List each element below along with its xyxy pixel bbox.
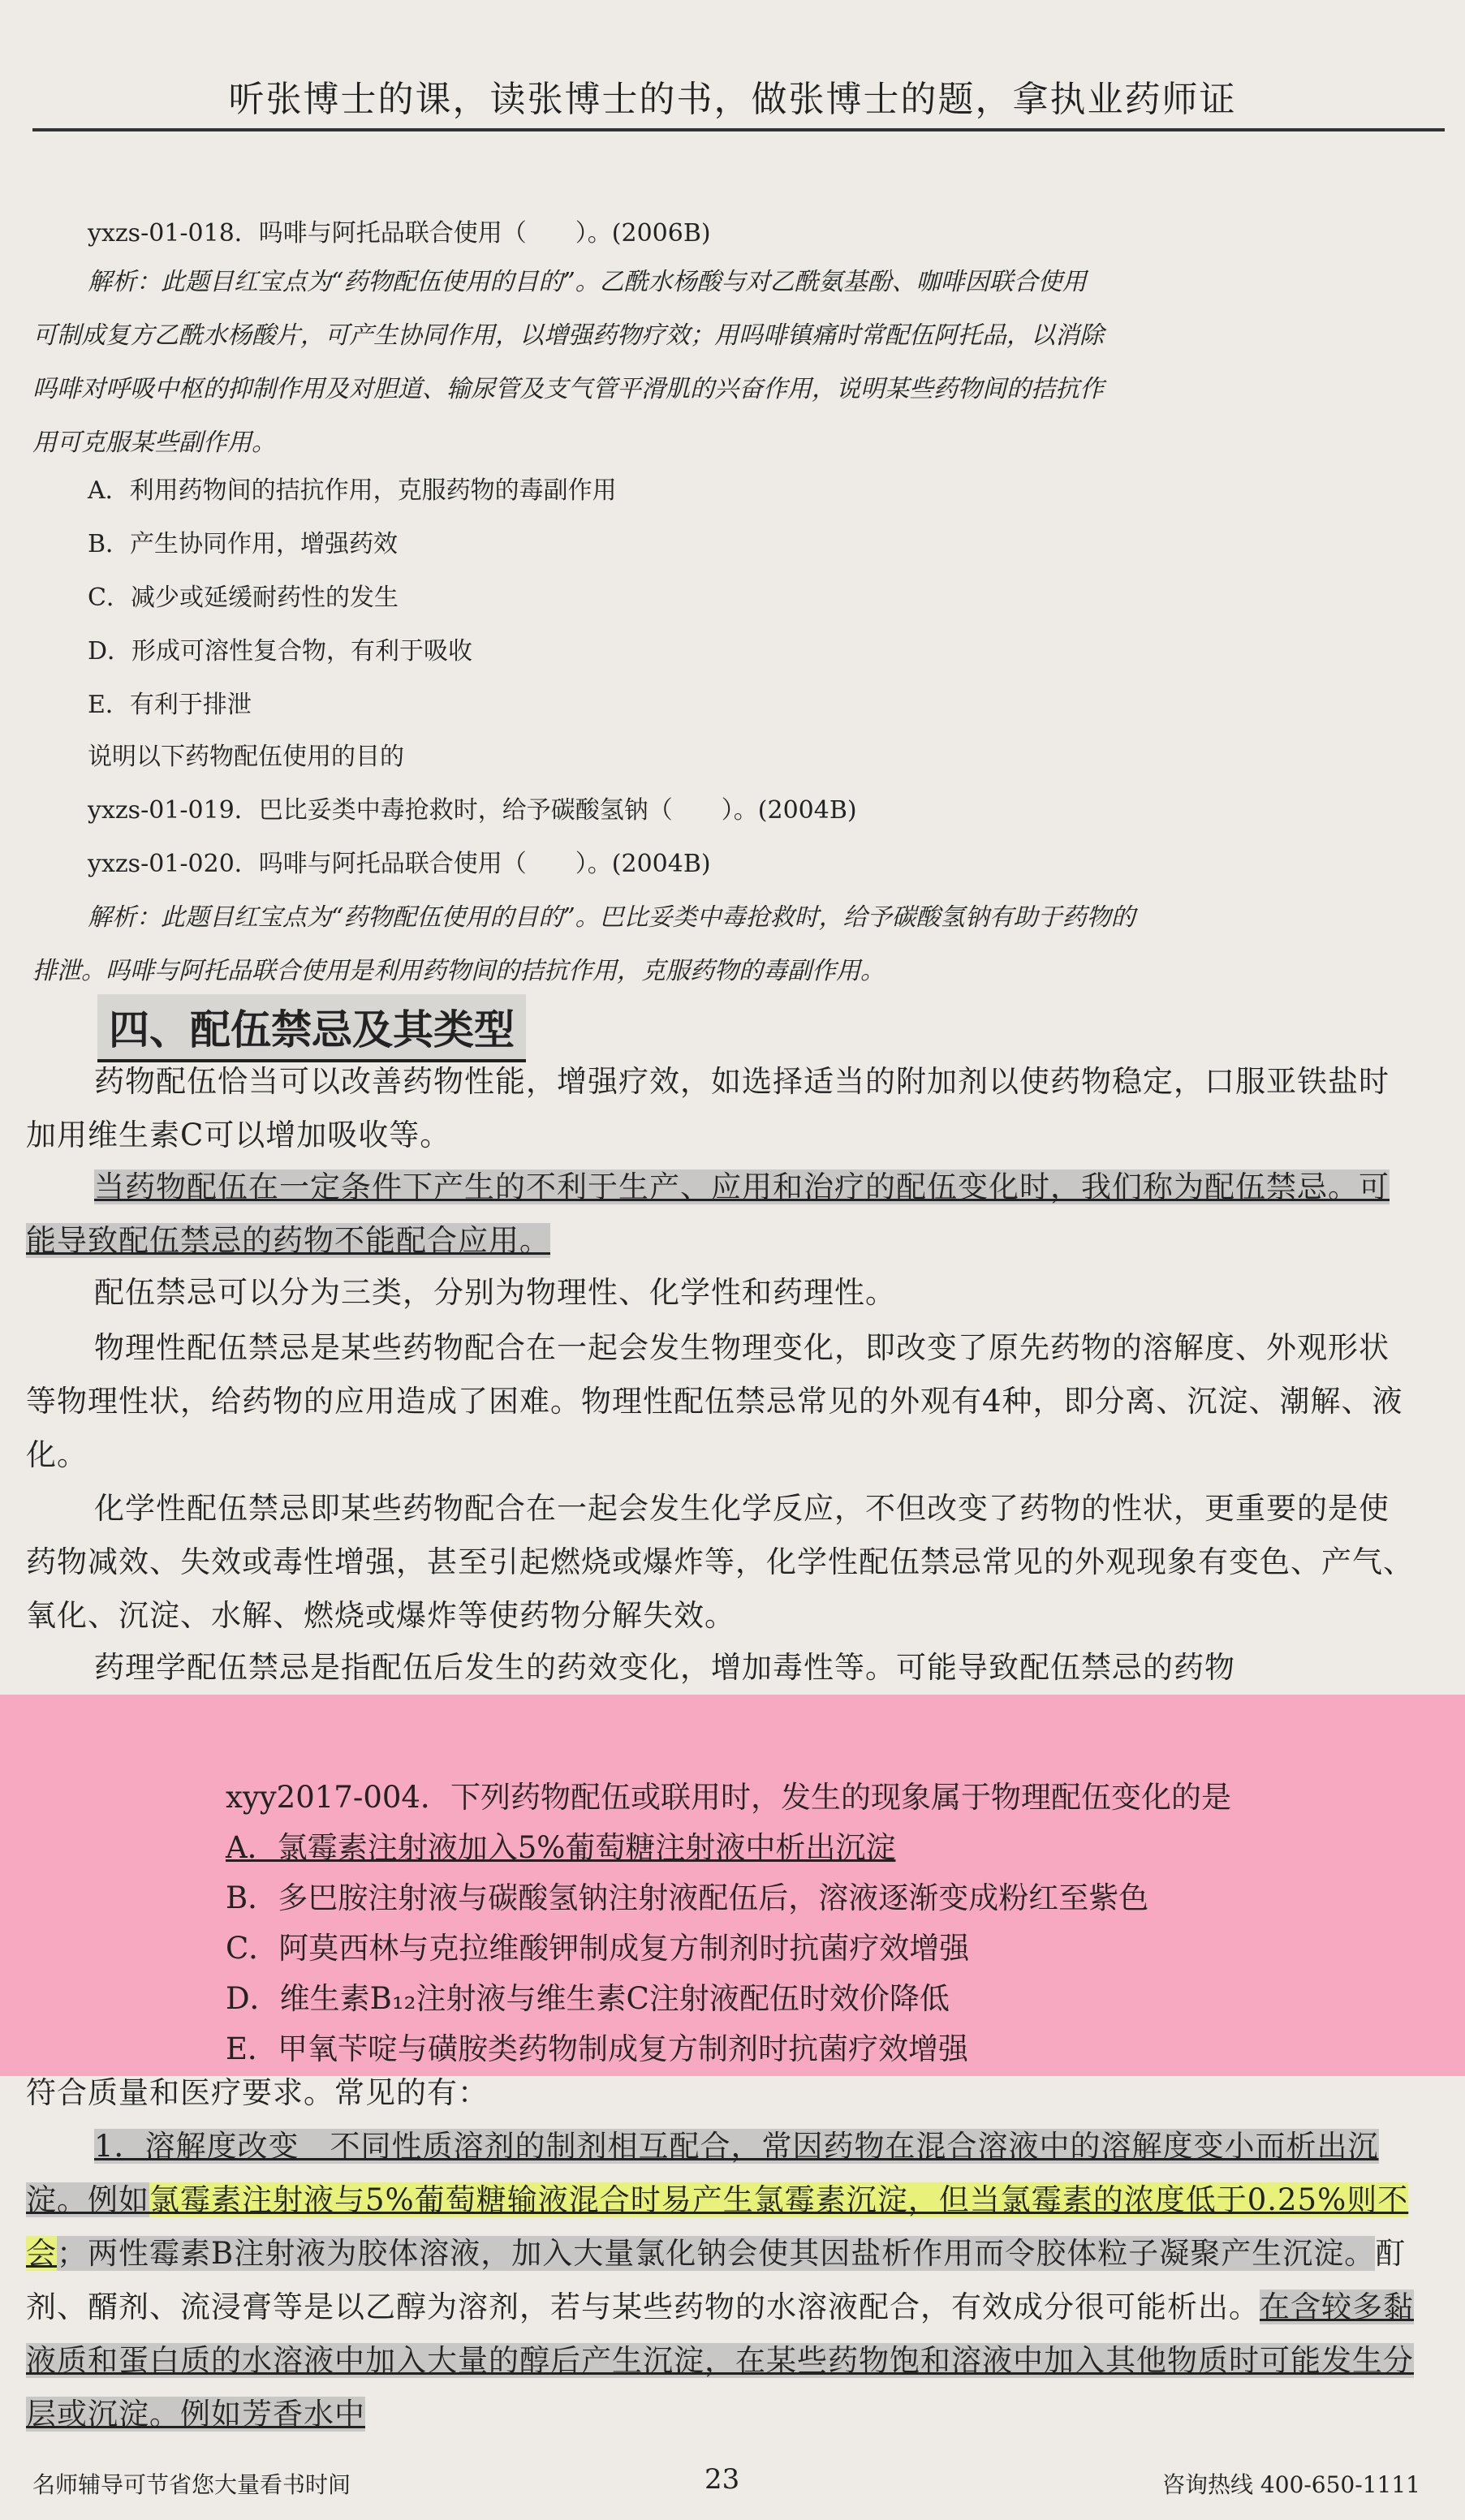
sticky-option-a-text: A．氯霉素注射液加入5%葡萄糖注射液中析出沉淀 — [226, 1830, 896, 1865]
question-020-stem: yxzs-01-020．吗啡与阿托品联合使用（ ）。(2004B) — [88, 850, 711, 878]
pink-sticky-note — [0, 1695, 1465, 2076]
paragraph-partial: 符合质量和医疗要求。常见的有： — [26, 2075, 489, 2110]
sticky-option-b: B．多巴胺注射液与碳酸氢钠注射液配伍后，溶液逐渐变成粉红至紫色 — [226, 1880, 1149, 1915]
page-header: 听张博士的课，读张博士的书，做张博士的题，拿执业药师证 — [228, 79, 1237, 120]
analysis-line: 可制成复方乙酰水杨酸片，可产生协同作用，以增强药物疗效；用吗啡镇痛时常配伍阿托品，以消除 — [32, 321, 1104, 350]
paragraph-chemical: 化学性配伍禁忌即某些药物配合在一起会发生化学反应，不但改变了药物的性状，更重要的是使药物减效、失效或毒性增强，甚至引起燃烧或爆炸等，化学性配伍禁忌常见的外观现象有变色、产气、氧化、沉淀、水解、燃烧或爆炸等使药物分解失效。 — [26, 1491, 1414, 1633]
option-b: B．产生协同作用，增强药效 — [88, 530, 399, 558]
footer-hotline: 咨询热线 400-650-1111 — [1162, 2471, 1420, 2498]
chloramphenicol-example: 氯霉素注射液与5%葡萄糖输液混合时易产生氯霉素沉淀，但当氯霉素的浓度低于0.25%则不会 — [26, 2182, 1409, 2271]
paragraph-physical: 物理性配伍禁忌是某些药物配合在一起会发生物理变化，即改变了原先药物的溶解度、外观形状等物理性状，给药物的应用造成了困难。物理性配伍禁忌常见的外观有4种，即分离、沉淀、潮解、液化。 — [26, 1330, 1403, 1472]
analysis-line: 用可克服某些副作用。 — [32, 429, 276, 457]
analysis-line: 解析：此题目红宝点为“药物配伍使用的目的”。乙酰水杨酸与对乙酰氨基酚、咖啡因联合使用 — [88, 268, 1087, 296]
section-title: 四、配伍禁忌及其类型 — [97, 994, 526, 1062]
question-019-stem: yxzs-01-019．巴比妥类中毒抢救时，给予碳酸氢钠（ ）。(2004B) — [88, 796, 857, 825]
option-c: C．减少或延缓耐药性的发生 — [88, 584, 399, 612]
option-d: D．形成可溶性复合物，有利于吸收 — [88, 637, 473, 666]
option-e: E．有利于排泄 — [88, 691, 252, 719]
sticky-option-a — [226, 1823, 895, 1873]
analysis-line: 吗啡对呼吸中枢的抑制作用及对胆道、输尿管及支气管平滑肌的兴奋作用，说明某些药物间的拮抗作 — [32, 375, 1104, 403]
instruction-text: 说明以下药物配伍使用的目的 — [88, 743, 404, 771]
question-018-analysis — [32, 256, 1412, 470]
tincture-note: 酊剂、醑剂、流浸膏等是以乙醇为溶剂，若与某些药物的水溶液配合，有效成分很可能析出。 — [26, 2236, 1407, 2324]
sticky-option-d: D．维生素B₁₂注射液与维生素C注射液配伍时效价降低 — [226, 1981, 950, 2016]
header-rule — [32, 128, 1445, 131]
paragraph-solubility — [26, 2120, 1414, 2441]
footer-slogan: 名师辅导可节省您大量看书时间 — [32, 2471, 351, 2498]
paragraph-categories: 配伍禁忌可以分为三类，分别为物理性、化学性和药理性。 — [94, 1275, 896, 1310]
sticky-question-stem: xyy2017-004．下列药物配伍或联用时，发生的现象属于物理配伍变化的是 — [226, 1780, 1231, 1815]
question-018-stem: yxzs-01-018．吗啡与阿托品联合使用（ ）。(2006B) — [88, 219, 711, 248]
question-019-020-analysis — [32, 891, 1412, 998]
page-number: 23 — [704, 2463, 740, 2496]
paragraph-pharmacological: 药理学配伍禁忌是指配伍后发生的药效变化，增加毒性等。可能导致配伍禁忌的药物 — [94, 1650, 1235, 1685]
paragraph-intro: 药物配伍恰当可以改善药物性能，增强疗效，如选择适当的附加剂以使药物稳定，口服亚铁盐时加用维生素C可以增加吸收等。 — [26, 1064, 1390, 1152]
highlighted-definition: 当药物配伍在一定条件下产生的不利于生产、应用和治疗的配伍变化时，我们称为配伍禁忌。可能导致配伍禁忌的药物不能配合应用。 — [26, 1170, 1390, 1258]
mucilage-note: 在含较多黏液质和蛋白质的水溶液中加入大量的醇后产生沉淀，在某些药物饱和溶液中加入其他物质时可能发生分层或沉淀。例如芳香水中 — [26, 2290, 1414, 2432]
analysis-line: 解析：此题目红宝点为“药物配伍使用的目的”。巴比妥类中毒抢救时，给予碳酸氢钠有助于药物的 — [88, 903, 1135, 932]
solubility-lead: 1．溶解度改变 不同性质溶剂的制剂相互配合，常因药物在混合溶液中的溶解度变小而析出沉淀。例如 — [26, 2129, 1379, 2217]
sticky-option-c: C．阿莫西林与克拉维酸钾制成复方制剂时抗菌疗效增强 — [226, 1931, 970, 1966]
analysis-line: 排泄。吗啡与阿托品联合使用是利用药物间的拮抗作用，克服药物的毒副作用。 — [32, 957, 885, 985]
paragraph-definition — [26, 1161, 1414, 1268]
sticky-option-e: E．甲氧苄啶与磺胺类药物制成复方制剂时抗菌疗效增强 — [226, 2031, 969, 2066]
option-a: A．利用药物间的拮抗作用，克服药物的毒副作用 — [88, 476, 617, 505]
amphotericin-example: ；两性霉素B注射液为胶体溶液，加入大量氯化钠会使其因盐析作用而令胶体粒子凝聚产生沉淀。 — [57, 2236, 1376, 2271]
